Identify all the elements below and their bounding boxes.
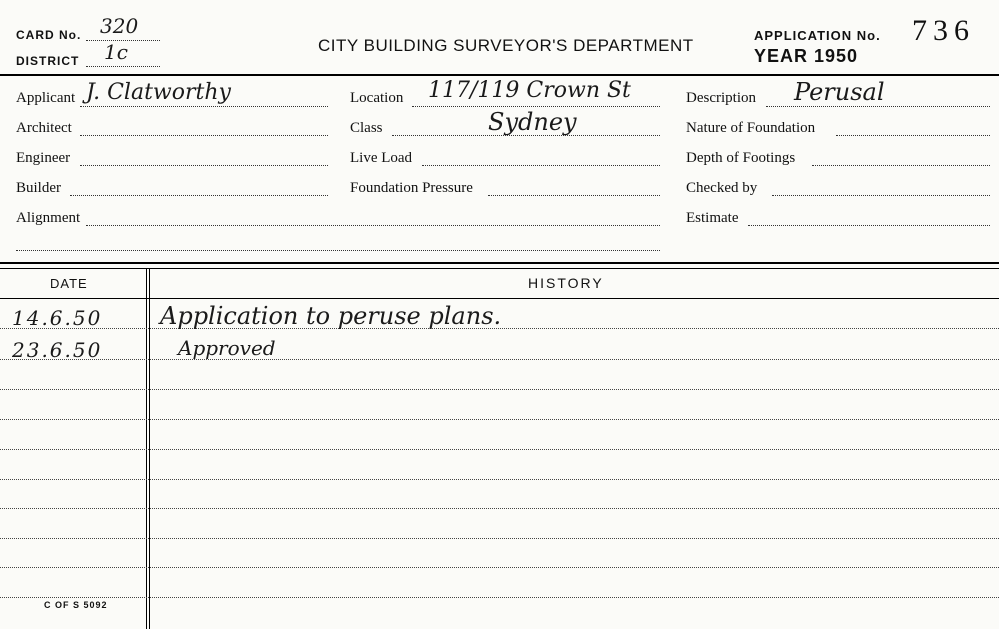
district-line	[86, 66, 160, 67]
row-line	[0, 359, 999, 360]
live-load-label: Live Load	[350, 150, 413, 166]
form-code: C OF S 5092	[44, 600, 108, 610]
engineer-line	[80, 165, 328, 166]
foundation-pressure-label: Foundation Pressure	[350, 180, 473, 196]
location-value: 117/119 Crown St	[428, 78, 631, 103]
history-date: 23.6.50	[12, 338, 103, 362]
card-no-label: CARD No.	[16, 28, 82, 42]
department-title: CITY BUILDING SURVEYOR'S DEPARTMENT	[318, 36, 694, 55]
architect-label: Architect	[16, 120, 72, 136]
history-rule-top	[0, 262, 999, 264]
application-no-label: APPLICATION No.	[754, 28, 881, 43]
card-no-value: 320	[100, 14, 139, 38]
nature-of-foundation-label: Nature of Foundation	[686, 120, 816, 136]
foundation-pressure-line	[488, 195, 660, 196]
history-date: 14.6.50	[12, 306, 103, 330]
history-text: Approved	[178, 336, 276, 360]
date-header: DATE	[50, 276, 88, 291]
location-label: Location	[350, 90, 404, 106]
description-line	[766, 106, 990, 107]
alignment-label: Alignment	[16, 210, 81, 226]
row-line	[0, 567, 999, 568]
extra-line	[16, 250, 660, 251]
builder-label: Builder	[16, 180, 61, 196]
description-value: Perusal	[794, 78, 885, 106]
row-line	[0, 389, 999, 390]
depth-of-footings-line	[812, 165, 990, 166]
row-line	[0, 597, 999, 598]
applicant-label: Applicant	[16, 90, 76, 106]
district-label: DISTRICT	[16, 54, 80, 68]
depth-of-footings-label: Depth of Footings	[686, 150, 796, 166]
district-value: 1c	[104, 40, 128, 64]
description-label: Description	[686, 90, 756, 106]
checked-by-line	[772, 195, 990, 196]
estimate-label: Estimate	[686, 210, 739, 226]
live-load-line	[422, 165, 660, 166]
engineer-label: Engineer	[16, 150, 71, 166]
architect-line	[80, 135, 328, 136]
row-line	[0, 479, 999, 480]
checked-by-label: Checked by	[686, 180, 758, 196]
class-value: Sydney	[488, 108, 577, 136]
location-line	[412, 106, 660, 107]
header-rule	[0, 74, 999, 76]
history-text: Application to peruse plans.	[160, 302, 502, 330]
alignment-line	[86, 225, 660, 226]
builder-line	[70, 195, 328, 196]
row-line	[0, 419, 999, 420]
history-header: HISTORY	[528, 275, 604, 291]
applicant-value: J. Clatworthy	[86, 80, 231, 105]
row-line	[0, 538, 999, 539]
year-label: YEAR 1950	[754, 46, 859, 66]
applicant-line	[80, 106, 328, 107]
nature-of-foundation-line	[836, 135, 990, 136]
class-label: Class	[350, 120, 383, 136]
row-line	[0, 508, 999, 509]
estimate-line	[748, 225, 990, 226]
row-line	[0, 449, 999, 450]
application-no-value: 736	[912, 14, 975, 47]
